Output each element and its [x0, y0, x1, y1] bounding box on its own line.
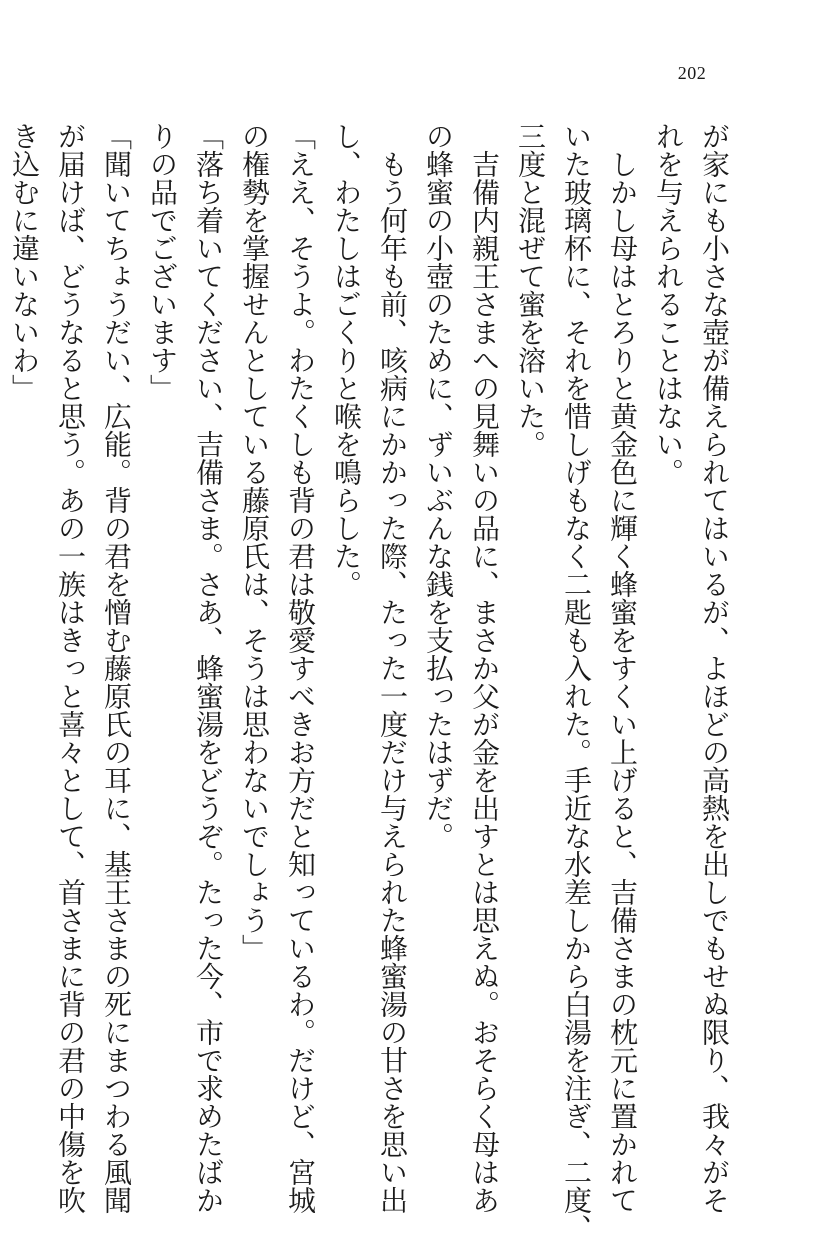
text-line: 吉備内親王さまへの見舞いの品に、まさか父が金を出すとは思えぬ。おそらく母はあ — [468, 122, 501, 1214]
text-line: 「ええ、そうよ。わたくしも背の君は敬愛すべきお方だと知っているわ。だけど、宮城 — [284, 122, 317, 1214]
text-line: れを与えられることはない。 — [652, 122, 685, 486]
text-line: が届けば、どうなると思う。あの一族はきっと喜々として、首さまに背の君の中傷を吹 — [54, 122, 87, 1214]
text-line: の蜂蜜の小壺のために、ずいぶんな銭を支払ったはずだ。 — [422, 122, 455, 850]
text-line: 「落ち着いてください、吉備さま。さあ、蜂蜜湯をどうぞ。たった今、市で求めたばか — [192, 122, 225, 1214]
page-number: 202 — [677, 63, 707, 83]
text-line: き込むに違いないわ」 — [8, 122, 41, 402]
vertical-text-body — [8, 122, 737, 1242]
text-line: りの品でございます」 — [146, 122, 179, 402]
text-line: が家にも小さな壺が備えられてはいるが、よほどの高熱を出しでもせぬ限り、我々がそ — [698, 122, 731, 1214]
text-line: 「聞いてちょうだい、広能。背の君を憎む藤原氏の耳に、基王さまの死にまつわる風聞 — [100, 122, 133, 1214]
text-line — [0, 122, 1, 1112]
text-line: しかし母はとろりと黄金色に輝く蜂蜜をすくい上げると、吉備さまの枕元に置かれて — [606, 122, 639, 1214]
text-line: し、わたしはごくりと喉を鳴らした。 — [330, 122, 363, 598]
text-line: の権勢を掌握せんとしている藤原氏は、そうは思わないでしょう」 — [238, 122, 271, 962]
text-line: 三度と混ぜて蜜を溶いた。 — [514, 122, 547, 458]
text-line: いた玻璃杯に、それを惜しげもなく二匙も入れた。手近な水差しから白湯を注ぎ、二度、 — [560, 122, 593, 1242]
text-line: もう何年も前、咳病にかかった際、たった一度だけ与えられた蜂蜜湯の甘さを思い出 — [376, 122, 409, 1214]
